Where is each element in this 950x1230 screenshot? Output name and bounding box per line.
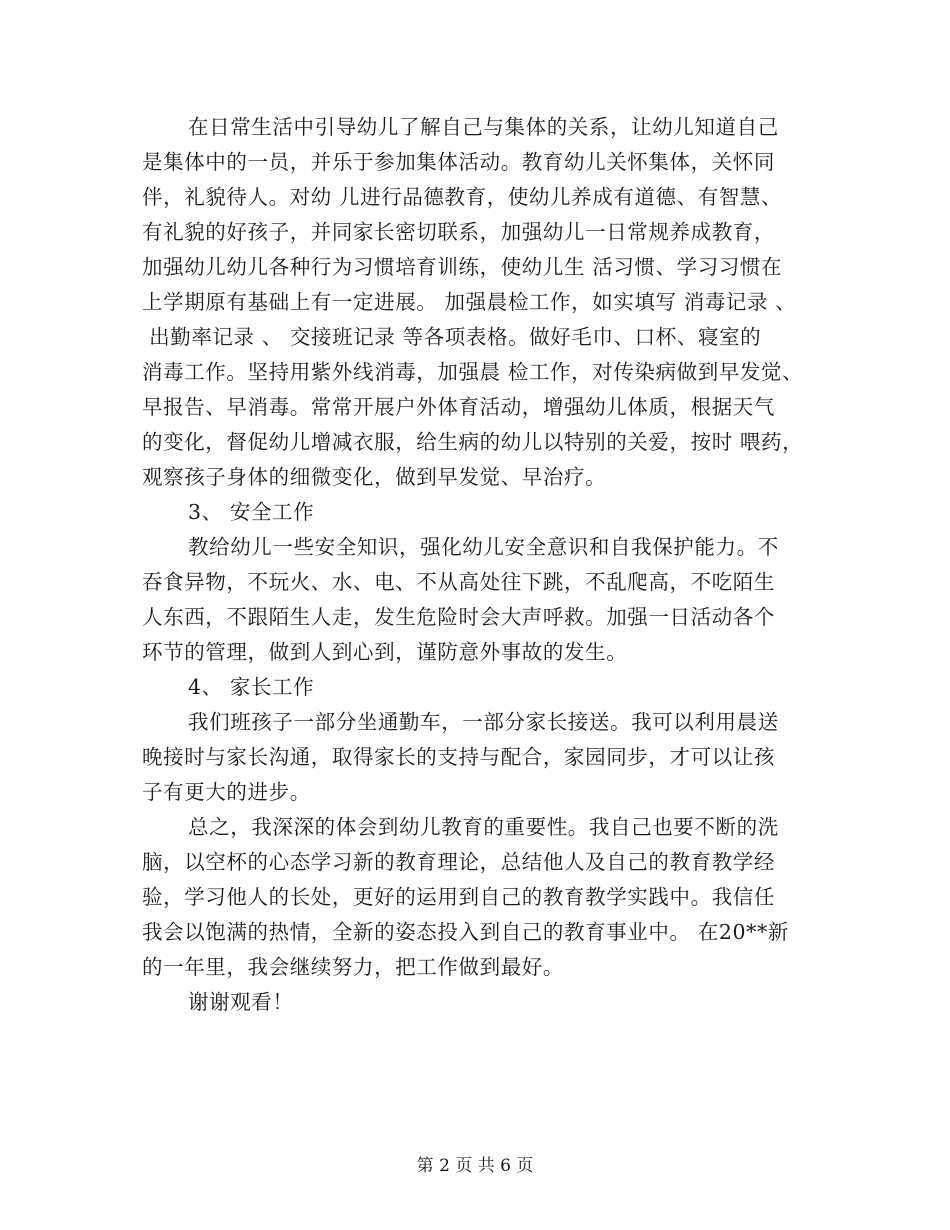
paragraph-line: 上学期原有基础上有一定进展。 加强晨检工作，如实填写 消毒记录 、: [142, 290, 797, 314]
paragraph-line: 出勤率记录 、 交接班记录 等各项表格。做好毛巾、口杯、寝室的: [142, 325, 762, 349]
section-heading: 4、 家长工作: [188, 675, 315, 699]
section-heading: 3、 安全工作: [188, 500, 315, 524]
paragraph-line: 人东西，不跟陌生人走，发生危险时会大声呼救。加强一日活动各个: [142, 605, 775, 629]
paragraph-line: 吞食异物，不玩火、水、电、不从高处往下跳，不乱爬高，不吃陌生: [142, 570, 775, 594]
paragraph-line: 在日常生活中引导幼儿了解自己与集体的关系，让幼儿知道自己: [188, 115, 779, 139]
paragraph-line: 观察孩子身体的细微变化，做到早发觉、早治疗。: [142, 465, 607, 489]
paragraph-line: 验，学习他人的长处，更好的运用到自己的教育教学实践中。我信任: [142, 885, 775, 909]
paragraph-line: 的一年里，我会继续努力，把工作做到最好。: [142, 955, 564, 979]
paragraph-line: 加强幼儿幼儿各种行为习惯培育训练，使幼儿生 活习惯、学习习惯在: [142, 255, 783, 279]
paragraph-line: 伴，礼貌待人。对幼 儿进行品德教育，使幼儿养成有道德、有智慧、: [142, 185, 783, 209]
paragraph-line: 的变化，督促幼儿增减衣服，给生病的幼儿以特别的关爱，按时 喂药，: [142, 430, 804, 454]
paragraph-line: 我会以饱满的热情，全新的姿态投入到自己的教育事业中。 在20**新: [142, 920, 789, 944]
paragraph-line: 消毒工作。坚持用紫外线消毒，加强晨 检工作，对传染病做到早发觉、: [142, 360, 804, 384]
paragraph-line: 晚接时与家长沟通，取得家长的支持与配合，家园同步，才可以让孩: [142, 745, 775, 769]
paragraph-line: 教给幼儿一些安全知识，强化幼儿安全意识和自我保护能力。不: [188, 535, 779, 559]
paragraph-line: 是集体中的一员，并乐于参加集体活动。教育幼儿关怀集体，关怀同: [142, 150, 775, 174]
paragraph-line: 有礼貌的好孩子，并同家长密切联系，加强幼儿一日常规养成教育，: [142, 220, 775, 244]
paragraph-line: 环节的管理，做到人到心到，谨防意外事故的发生。: [142, 640, 628, 664]
paragraph-line: 脑，以空杯的心态学习新的教育理论，总结他人及自己的教育教学经: [142, 850, 775, 874]
closing-line: 谢谢观看！: [188, 990, 294, 1014]
paragraph-line: 子有更大的进步。: [142, 780, 311, 804]
paragraph-line: 我们班孩子一部分坐通勤车，一部分家长接送。我可以利用晨送: [188, 710, 779, 734]
paragraph-line: 总之，我深深的体会到幼儿教育的重要性。我自己也要不断的洗: [188, 815, 779, 839]
paragraph-line: 早报告、早消毒。常常开展户外体育活动，增强幼儿体质，根据天气: [142, 395, 775, 419]
page-number-footer: 第 2 页 共 6 页: [416, 1156, 534, 1176]
